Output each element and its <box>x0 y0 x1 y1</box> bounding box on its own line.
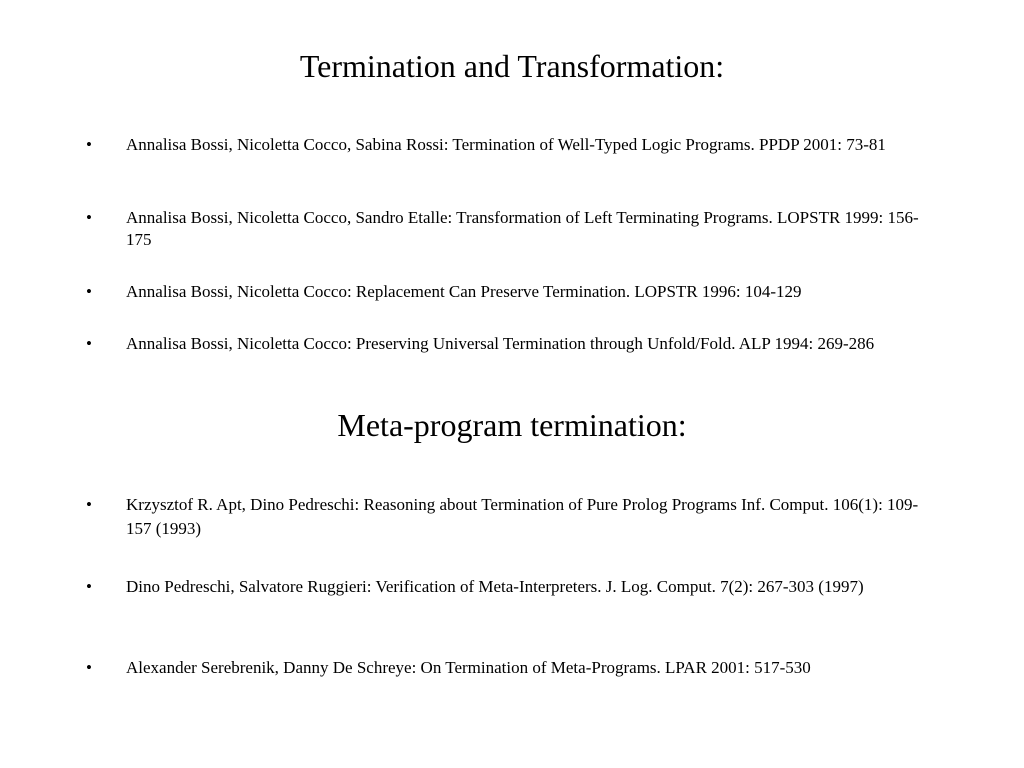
bullet-icon: • <box>86 495 92 514</box>
bullet-icon: • <box>86 282 92 301</box>
reference-text: Dino Pedreschi, Salvatore Ruggieri: Verification of Meta-Interpreters. J. Log. Comput. 7(2): 267-303 (1997) <box>126 577 864 596</box>
bullet-icon: • <box>86 658 92 677</box>
reference-text: Annalisa Bossi, Nicoletta Cocco, Sandro Etalle: Transformation of Left Terminating Programs. LOPSTR 1999: 156-175 <box>126 208 919 249</box>
reference-text: Alexander Serebrenik, Danny De Schreye: On Termination of Meta-Programs. LPAR 2001: 517-530 <box>126 658 811 677</box>
reference-text: Annalisa Bossi, Nicoletta Cocco, Sabina Rossi: Termination of Well-Typed Logic Programs. PPDP 2001: 73-81 <box>126 135 886 154</box>
bullet-icon: • <box>86 208 92 227</box>
reference-text: Annalisa Bossi, Nicoletta Cocco: Replacement Can Preserve Termination. LOPSTR 1996: 104-129 <box>126 282 802 301</box>
bullet-icon: • <box>86 334 92 353</box>
bullet-icon: • <box>86 577 92 596</box>
reference-text: Annalisa Bossi, Nicoletta Cocco: Preserving Universal Termination through Unfold/Fold. ALP 1994: 269-286 <box>126 334 875 353</box>
reference-text: Krzysztof R. Apt, Dino Pedreschi: Reasoning about Termination of Pure Prolog Programs Inf. Comput. 106(1): 109-157 (1993) <box>126 495 919 538</box>
section-heading-meta-program-termination: Meta-program termination: <box>337 407 687 443</box>
section-heading-termination-transformation: Termination and Transformation: <box>299 48 725 84</box>
bullet-icon: • <box>86 135 92 154</box>
